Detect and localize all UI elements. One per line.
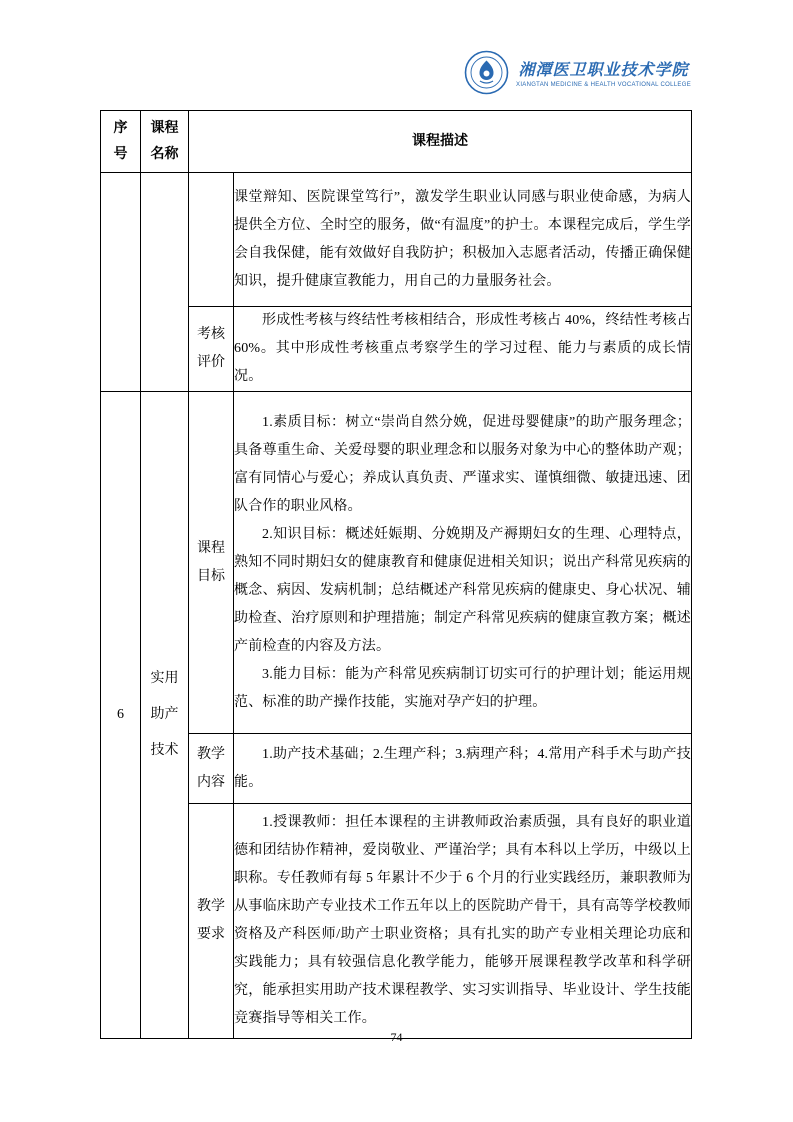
course-name	[141, 392, 189, 1039]
continued-label-cell	[189, 173, 234, 307]
course-name-line1: 实用	[150, 671, 179, 686]
content-label-line2: 内容	[197, 774, 225, 790]
content-text-cell	[234, 734, 692, 804]
objectives-text-cell	[234, 392, 692, 734]
assessment-text-cell	[234, 307, 692, 392]
objectives-label	[189, 392, 234, 734]
requirements-text-cell	[234, 804, 692, 1039]
header-number-line1: 序	[113, 120, 128, 136]
header-col-course-name	[141, 111, 189, 173]
continuation-row	[101, 173, 692, 307]
assessment-label-line1: 考核	[197, 327, 225, 342]
table-header-row	[101, 111, 692, 173]
assessment-label	[189, 307, 234, 392]
header-number-line2: 号	[113, 146, 128, 162]
page-number: 74	[390, 1030, 403, 1044]
continued-number-cell	[101, 173, 141, 392]
college-logo	[464, 50, 691, 95]
course6-requirements-row	[101, 804, 692, 1039]
objectives-label-line2: 目标	[197, 568, 225, 584]
requirements-label-line2: 要求	[197, 927, 225, 942]
course-name-line3: 技术	[150, 743, 179, 758]
objectives-paragraph-quality: 1.素质目标：树立“崇尚自然分娩，促进母婴健康”的助产服务理念；具备尊重生命、关爱母婴的职业理念和以服务对象为中心的整体助产观；富有同情心与爱心；养成认真负责、严谨求实、谨慎细微、敏捷迅速、团队合作的职业风格。	[234, 414, 691, 514]
header-name-line2: 名称	[150, 146, 179, 162]
content-text: 1.助产技术基础；2.生理产科；3.病理产科；4.常用产科手术与助产技能。	[234, 746, 691, 790]
continuation-text: 课堂辩知、医院课堂笃行”，激发学生职业认同感与职业使命感，为病人提供全方位、全时空的服务，做“有温度”的护士。本课程完成后，学生学会自我保健，能有效做好自我防护；积极加入志愿者活动，传播正确保健知识，提升健康宣教能力，用自己的力量服务社会。	[234, 189, 691, 289]
header-col-description: 课程描述	[189, 111, 692, 173]
course6-content-row	[101, 734, 692, 804]
college-name-en: XIANGTAN MEDICINE & HEALTH VOCATIONAL COLLEGE	[516, 82, 691, 88]
objectives-paragraph-ability: 3.能力目标：能为产科常见疾病制订切实可行的护理计划；能运用规范、标准的助产操作技能，实施对孕产妇的护理。	[234, 666, 691, 710]
assessment-label-line2: 评价	[197, 355, 225, 370]
objectives-label-line1: 课程	[197, 540, 225, 556]
requirements-text: 1.授课教师：担任本课程的主讲教师政治素质强，具有良好的职业道德和团结协作精神，爱岗敬业、严谨治学；具有本科以上学历，中级以上职称。专任教师有每 5 年累计不少于 6 个月的行业实践经历，兼职教师为从事临床助产专业技术工作五年以上的医院助产骨干，具有高等学校教师资格及产科医师/助产士职业资格；具有扎实的助产专业相关理论功底和实践能力；具有较强信息化教学能力，能够开展课程教学改革和科学研究，能承担实用助产技术课程教学、实习实训指导、毕业设计、学生技能竞赛指导等相关工作。	[234, 815, 691, 1026]
requirements-label	[189, 804, 234, 1039]
assessment-row	[101, 307, 692, 392]
objectives-paragraph-knowledge: 2.知识目标：概述妊娠期、分娩期及产褥期妇女的生理、心理特点，熟知不同时期妇女的健康教育和健康促进相关知识；说出产科常见疾病的概念、病因、发病机制；总结概述产科常见疾病的健康史、身心状况、辅助检查、治疗原则和护理措施；制定产科常见疾病的健康宣教方案；概述产前检查的内容及方法。	[234, 526, 691, 654]
continued-course-name-cell	[141, 173, 189, 392]
course-name-line2: 助产	[150, 707, 179, 722]
course6-objectives-row	[101, 392, 692, 734]
content-label-line1: 教学	[197, 746, 225, 762]
college-name-block	[516, 57, 691, 88]
college-name-cn: 湘潭医卫职业技术学院	[518, 62, 689, 79]
content-label	[189, 734, 234, 804]
course-description-table	[100, 110, 692, 1039]
course-number: 6	[101, 392, 141, 1039]
continuation-text-cell	[234, 173, 692, 307]
assessment-text: 形成性考核与终结性考核相结合，形成性考核占 40%，终结性考核占 60%。其中形成性考核重点考察学生的学习过程、能力与素质的成长情况。	[234, 313, 691, 384]
requirements-label-line1: 教学	[197, 899, 225, 914]
college-emblem-icon	[464, 50, 509, 95]
header-col-number	[101, 111, 141, 173]
header-name-line1: 课程	[150, 120, 179, 136]
